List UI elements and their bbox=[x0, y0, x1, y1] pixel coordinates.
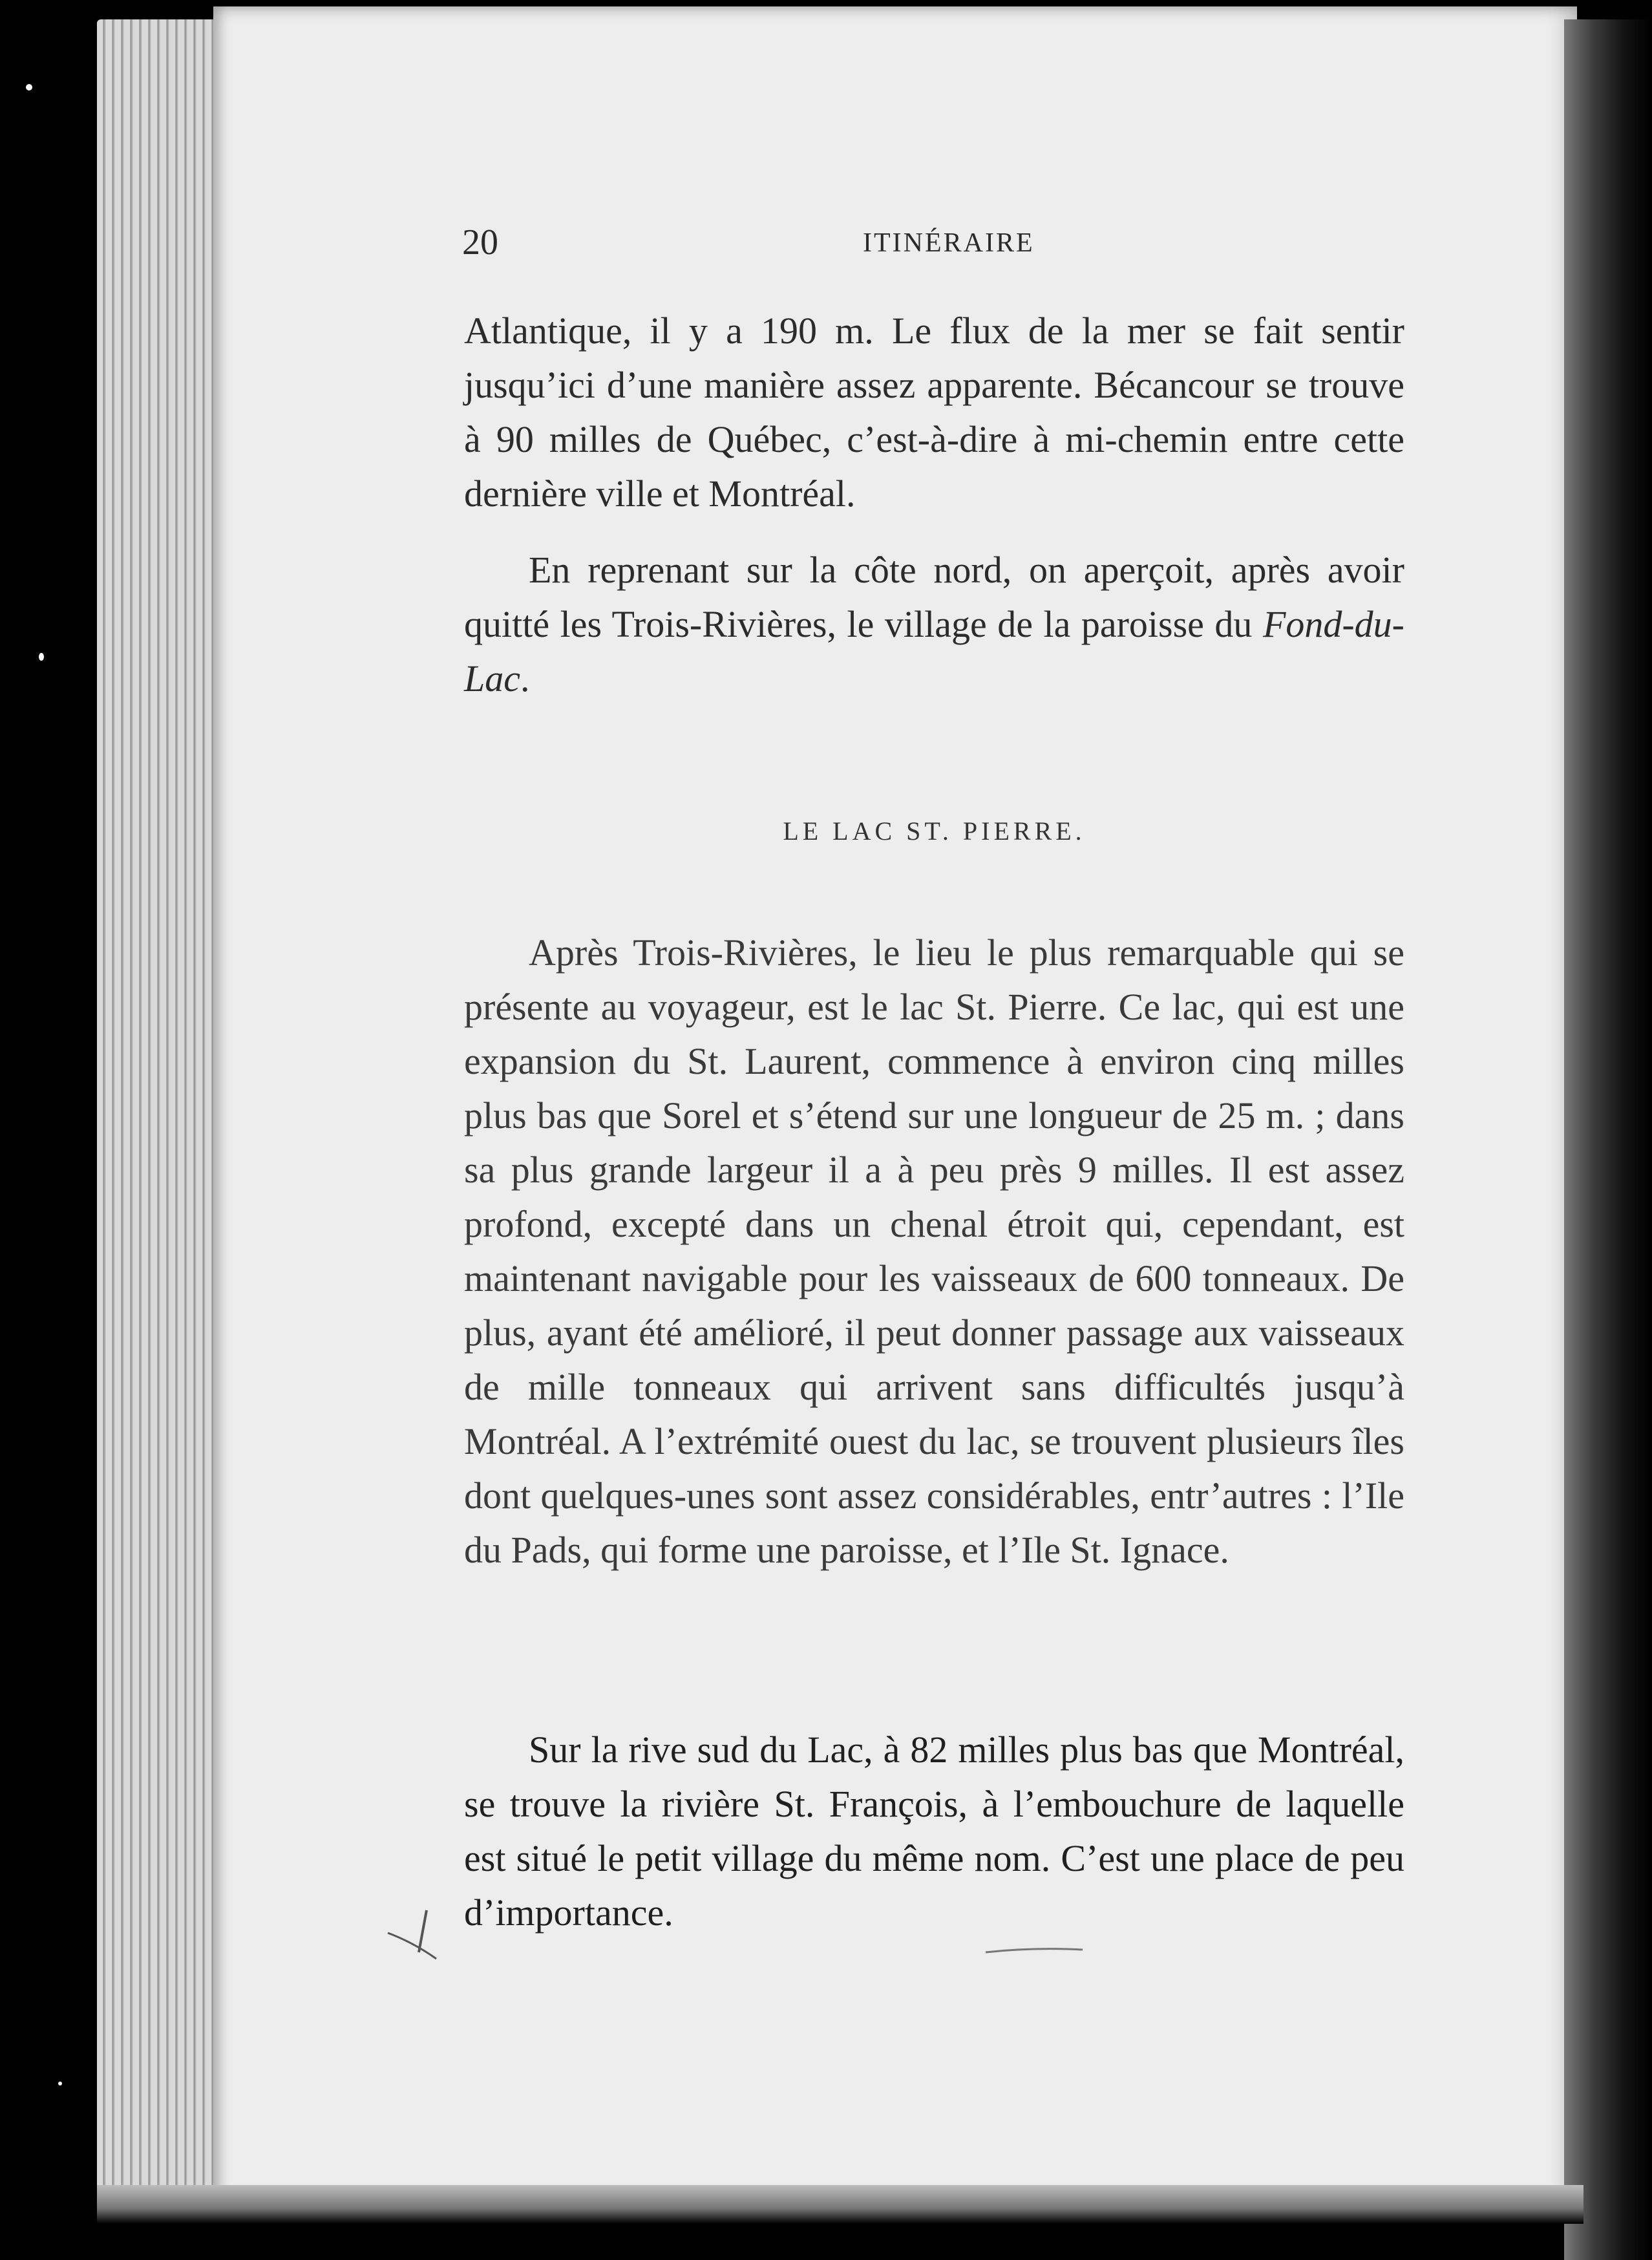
header-title: ITINÉRAIRE bbox=[863, 228, 1035, 258]
running-head bbox=[462, 223, 1406, 262]
place-name-italic: Fond-du-Lac bbox=[464, 603, 1404, 699]
text-block-lac-st-pierre bbox=[464, 926, 1404, 1577]
film-speck bbox=[58, 2082, 62, 2085]
film-speck bbox=[39, 653, 44, 661]
paragraph-st-francois: Sur la rive sud du Lac, à 82 milles plus bas que Montréal, se trouve la rivière St. François, à l’embouchure de laquelle est situé le petit village du même nom. C’est une place de peu d’importance. bbox=[464, 1729, 1404, 1934]
paragraph-text: En reprenant sur la côte nord, on aperçoit, après avoir quitté les Trois-Rivières, le village de la paroisse du bbox=[464, 549, 1404, 645]
book-gutter bbox=[1564, 19, 1652, 2260]
paragraph-period: . bbox=[520, 657, 530, 699]
text-block-st-francois bbox=[464, 1723, 1404, 1940]
paragraph-becancour: Atlantique, il y a 190 m. Le flux de la mer se fait sentir jusqu’ici d’une manière assez apparente. Bécancour se trouve à 90 milles de Québec, c’est-à-dire à mi-chemin entre cette dernière ville et Montréal. bbox=[464, 310, 1404, 515]
film-speck bbox=[26, 84, 32, 91]
page-edges bbox=[97, 19, 226, 2191]
pencil-underline bbox=[982, 1945, 1086, 1957]
paragraph-lac-st-pierre: Après Trois-Rivières, le lieu le plus remarquable qui se présente au voyageur, est le lac St. Pierre. Ce lac, qui est une expansion du St. Laurent, commence à environ cinq milles plus bas que Sorel et s’étend sur une longueur de 25 m. ; dans sa plus grande largeur il a à peu près 9 milles. Il est assez profond, excepté dans un chenal étroit qui, cependant, est maintenant navigable pour les vaisseaux de 600 tonneaux. De plus, ayant été amélioré, il peut donner passage aux vaisseaux de mille tonneaux qui arrivent sans difficultés jusqu’à Montréal. A l’extrémité ouest du lac, se trouvent plusieurs îles dont quelques-unes sont assez considérables, entr’autres : l’Ile du Pads, qui forme une paroisse, et l’Ile St. Ignace. bbox=[464, 932, 1404, 1571]
page-number: 20 bbox=[462, 222, 498, 262]
paragraph-fond-du-lac bbox=[464, 543, 1404, 706]
pencil-mark bbox=[381, 1907, 459, 1965]
text-block-intro bbox=[464, 304, 1404, 706]
section-heading: LE LAC ST. PIERRE. bbox=[783, 816, 1086, 846]
bottom-shadow bbox=[97, 2185, 1583, 2224]
